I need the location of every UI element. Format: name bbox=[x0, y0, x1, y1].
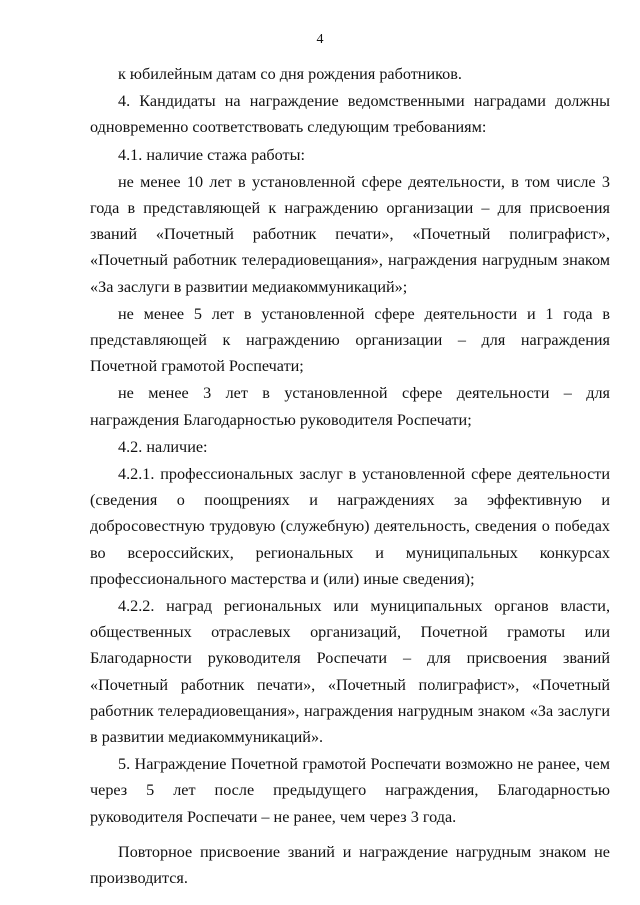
paragraph-10: 5. Награждение Почетной грамотой Роспечати возможно не ранее, чем через 5 лет после предыдущего награждения, Благодарностью руководителя Роспечати – не ранее, чем через 3 года. bbox=[90, 755, 610, 826]
paragraph-8: 4.2.1. профессиональных заслуг в установленной сфере деятельности (сведения о поощрениях и награждениях за эффективную и добросовестную трудовую (служебную) деятельность, сведения о победах во всероссийских, региональных и муниципальных конкурсах профессионального мастерства и (или) иные сведения); bbox=[90, 465, 610, 588]
paragraph-3: 4.1. наличие стажа работы: bbox=[118, 145, 305, 164]
page-number: 4 bbox=[316, 32, 324, 47]
paragraph-1: к юбилейным датам со дня рождения работников. bbox=[118, 65, 462, 83]
paragraph-4: не менее 10 лет в установленной сфере деятельности, в том числе 3 года в представляющей к награждению организации – для присвоения званий «Почетный работник печати», «Почетный полиграфист», «Почетный работник телерадиовещания», награждения нагрудным знаком «За заслуги в развитии медиакоммуникаций»; bbox=[90, 172, 610, 296]
paragraph-5: не менее 5 лет в установленной сфере деятельности и 1 года в представляющей к награждению организации – для награждения Почетной грамотой Роспечати; bbox=[90, 304, 610, 376]
paragraph-2: 4. Кандидаты на награждение ведомственными наградами должны одновременно соответствовать следующим требованиям: bbox=[90, 92, 610, 137]
paragraph-9: 4.2.2. наград региональных или муниципальных органов власти, общественных отраслевых организаций, Почетной грамоты или Благодарности руководителя Роспечати – для присвоения званий «Почетный работник печати», «Почетный полиграфист», «Почетный работник телерадиовещания», награждения нагрудным знаком «За заслуги в развитии медиакоммуникаций». bbox=[90, 597, 610, 747]
paragraph-11: Повторное присвоение званий и награждение нагрудным знаком не производится. bbox=[90, 842, 610, 888]
paragraph-7: 4.2. наличие: bbox=[118, 437, 208, 456]
paragraph-6: не менее 3 лет в установленной сфере деятельности – для награждения Благодарностью руководителя Роспечати; bbox=[90, 384, 610, 429]
document-body bbox=[90, 60, 610, 891]
